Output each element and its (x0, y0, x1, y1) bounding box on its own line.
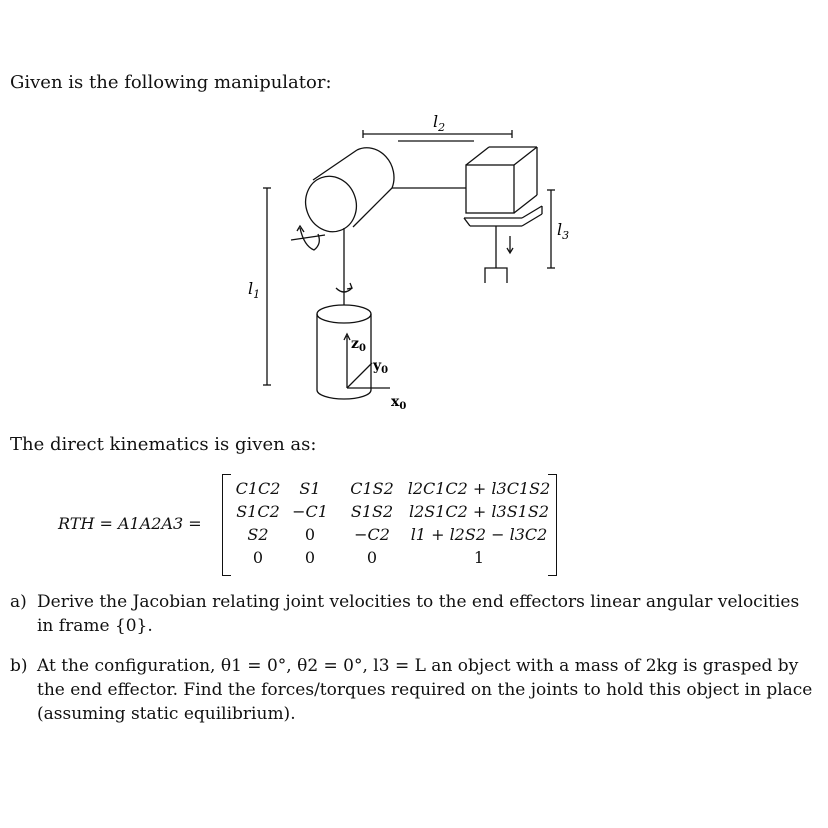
matrix-cell: −C2 (354, 525, 390, 544)
matrix-cell: 1 (473, 548, 485, 567)
l1-label: $l_1$ (248, 279, 261, 301)
question-a-label: a) (10, 592, 27, 612)
equation-lhs: RTH = A1A2A3 = (58, 514, 202, 533)
l3-label: $l_3$ (557, 220, 570, 242)
matrix-cell: S2 (247, 525, 269, 544)
question-b-label: b) (10, 656, 28, 676)
matrix-cell: S1S2 (350, 502, 394, 521)
l2-label: $l_2$ (433, 112, 446, 134)
kinematics-intro: The direct kinematics is given as: (10, 434, 317, 455)
y0-label: $y_0$ (373, 358, 389, 376)
matrix-cell: l2C1C2 + l3C1S2 (407, 479, 551, 498)
matrix-cell: −C1 (292, 502, 328, 521)
kinematics-matrix (226, 475, 556, 575)
question-a-text: Derive the Jacobian relating joint velocities to the end effectors linear angular velocities in frame {0}. (37, 592, 800, 636)
question-b (10, 654, 818, 734)
matrix-cell: C1S2 (350, 479, 394, 498)
x0-label: $x_0$ (391, 394, 407, 412)
question-a (10, 590, 818, 642)
matrix-cell: S1 (299, 479, 321, 498)
prismatic-block (464, 147, 542, 226)
question-b-text: At the configuration, θ1 = 0°, θ2 = 0°, l3 = L an object with a mass of 2kg is grasped by the end effector. Find the forces/torques required on the joints to hold this object in place (assuming static equilibrium). (37, 656, 813, 724)
matrix-cell: 0 (304, 525, 316, 544)
matrix-cell: C1C2 (235, 479, 281, 498)
matrix-cell: 0 (304, 548, 316, 567)
matrix-cell: 0 (252, 548, 264, 567)
z0-label: $z_0$ (351, 336, 366, 354)
matrix-cell: l2S1C2 + l3S1S2 (408, 502, 549, 521)
gripper (485, 268, 507, 283)
y0-axis (347, 363, 372, 388)
matrix-cell: l1 + l2S2 − l3C2 (410, 525, 548, 544)
intro-text: Given is the following manipulator: (10, 72, 332, 93)
matrix-cell: 0 (366, 548, 378, 567)
matrix-cell: S1C2 (236, 502, 280, 521)
joint2-cylinder (298, 148, 394, 239)
